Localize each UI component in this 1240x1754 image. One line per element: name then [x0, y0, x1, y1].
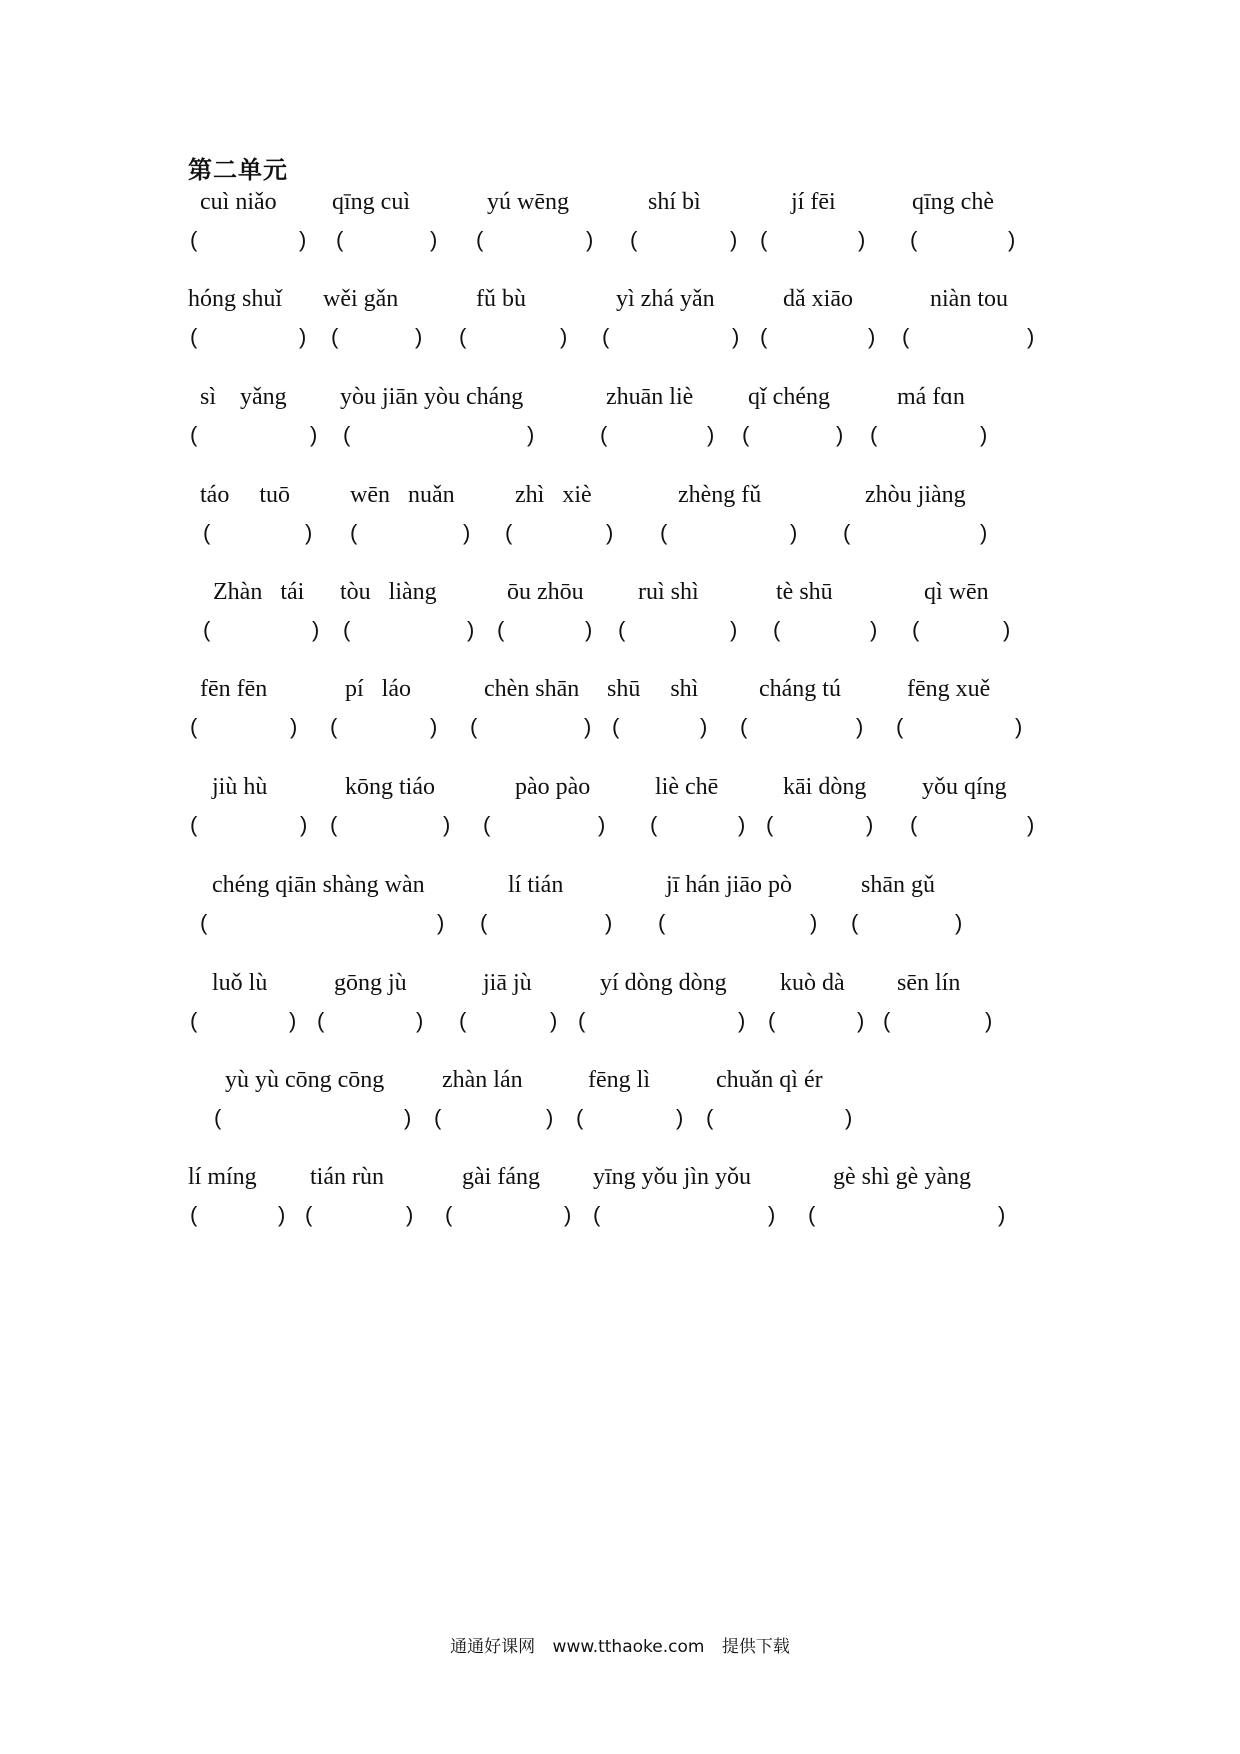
answer-bracket-close: ): [586, 227, 594, 252]
answer-bracket-close: ): [845, 1105, 853, 1130]
answer-bracket-close: ): [598, 812, 606, 837]
pinyin-prompt: Zhàn tái: [213, 579, 305, 605]
answer-bracket-open: (: [912, 617, 920, 642]
answer-bracket-close: ): [416, 1008, 424, 1033]
pinyin-prompt: ōu zhōu: [507, 579, 584, 605]
answer-bracket-open: (: [658, 910, 666, 935]
pinyin-prompt: zhòu jiàng: [865, 482, 966, 508]
footer: [0, 1632, 1240, 1657]
answer-bracket-open: (: [843, 520, 851, 545]
answer-bracket-close: ): [707, 422, 715, 447]
answer-bracket-open: (: [600, 422, 608, 447]
pinyin-prompt: liè chē: [655, 774, 719, 800]
pinyin-prompt: shū shì: [607, 676, 699, 702]
pinyin-prompt: cháng tú: [759, 676, 841, 702]
pinyin-prompt: chuǎn qì ér: [716, 1067, 823, 1093]
pinyin-prompt: chèn shān: [484, 676, 580, 702]
answer-bracket-open: (: [445, 1202, 453, 1227]
answer-bracket-open: (: [470, 714, 478, 739]
answer-bracket-open: (: [330, 812, 338, 837]
answer-bracket-close: ): [980, 422, 988, 447]
pinyin-prompt: yǒu qíng: [922, 774, 1007, 800]
answer-bracket-open: (: [630, 227, 638, 252]
pinyin-prompt: pào pào: [515, 774, 591, 800]
pinyin-prompt: gài fáng: [462, 1164, 540, 1190]
footer-site-name: 通通好课网: [450, 1637, 536, 1657]
exercise-row: [0, 968, 1240, 1048]
pinyin-prompt: shān gǔ: [861, 872, 935, 898]
answer-bracket-close: ): [278, 1202, 286, 1227]
pinyin-prompt: fǔ bù: [476, 286, 526, 312]
answer-bracket-close: ): [606, 520, 614, 545]
pinyin-prompt: qīng cuì: [332, 189, 410, 215]
pinyin-prompt: jiù hù: [212, 774, 268, 800]
answer-bracket-open: (: [190, 812, 198, 837]
answer-bracket-open: (: [773, 617, 781, 642]
pinyin-prompt: qīng chè: [912, 189, 994, 215]
answer-bracket-open: (: [190, 324, 198, 349]
exercise-row: [0, 772, 1240, 852]
answer-bracket-open: (: [618, 617, 626, 642]
pinyin-prompt: ruì shì: [638, 579, 699, 605]
answer-bracket-open: (: [706, 1105, 714, 1130]
answer-bracket-open: (: [214, 1105, 222, 1130]
pinyin-prompt: tòu liàng: [340, 579, 437, 605]
answer-bracket-close: ): [738, 812, 746, 837]
answer-bracket-close: ): [290, 714, 298, 739]
answer-bracket-close: ): [299, 324, 307, 349]
pinyin-prompt: jí fēi: [791, 189, 836, 215]
pinyin-prompt: yú wēng: [487, 189, 569, 215]
pinyin-prompt: gōng jù: [334, 970, 407, 996]
answer-bracket-close: ): [289, 1008, 297, 1033]
answer-bracket-close: ): [546, 1105, 554, 1130]
answer-bracket-close: ): [1027, 812, 1035, 837]
answer-bracket-close: ): [550, 1008, 558, 1033]
answer-bracket-close: ): [1027, 324, 1035, 349]
answer-bracket-open: (: [203, 617, 211, 642]
answer-bracket-close: ): [730, 617, 738, 642]
answer-bracket-open: (: [190, 227, 198, 252]
answer-bracket-open: (: [851, 910, 859, 935]
answer-bracket-open: (: [336, 227, 344, 252]
answer-bracket-close: ): [310, 422, 318, 447]
answer-bracket-open: (: [190, 1202, 198, 1227]
answer-bracket-close: ): [998, 1202, 1006, 1227]
pinyin-prompt: tè shū: [776, 579, 833, 605]
answer-bracket-close: ): [312, 617, 320, 642]
answer-bracket-open: (: [331, 324, 339, 349]
answer-bracket-close: ): [856, 714, 864, 739]
pinyin-prompt: zhì xiè: [515, 482, 592, 508]
answer-bracket-close: ): [585, 617, 593, 642]
answer-bracket-open: (: [660, 520, 668, 545]
answer-bracket-open: (: [330, 714, 338, 739]
answer-bracket-open: (: [612, 714, 620, 739]
answer-bracket-open: (: [760, 324, 768, 349]
footer-suffix: 提供下载: [721, 1637, 790, 1657]
pinyin-prompt: jī hán jiāo pò: [666, 872, 792, 898]
answer-bracket-open: (: [350, 520, 358, 545]
answer-bracket-close: ): [560, 324, 568, 349]
pinyin-prompt: wěi gǎn: [323, 286, 399, 312]
answer-bracket-close: ): [430, 227, 438, 252]
answer-bracket-close: ): [443, 812, 451, 837]
answer-bracket-open: (: [483, 812, 491, 837]
answer-bracket-open: (: [740, 714, 748, 739]
answer-bracket-open: (: [476, 227, 484, 252]
answer-bracket-open: (: [910, 812, 918, 837]
answer-bracket-close: ): [1015, 714, 1023, 739]
pinyin-prompt: lí tián: [508, 872, 564, 898]
answer-bracket-close: ): [605, 910, 613, 935]
pinyin-prompt: luǒ lù: [212, 970, 268, 996]
pinyin-prompt: jiā jù: [483, 970, 532, 996]
pinyin-prompt: qì wēn: [924, 579, 989, 605]
answer-bracket-close: ): [404, 1105, 412, 1130]
answer-bracket-close: ): [1003, 617, 1011, 642]
answer-bracket-close: ): [430, 714, 438, 739]
answer-bracket-close: ): [300, 812, 308, 837]
answer-bracket-open: (: [910, 227, 918, 252]
answer-bracket-open: (: [650, 812, 658, 837]
answer-bracket-open: (: [578, 1008, 586, 1033]
answer-bracket-open: (: [768, 1008, 776, 1033]
pinyin-prompt: fēng xuě: [907, 676, 991, 702]
answer-bracket-close: ): [299, 227, 307, 252]
answer-bracket-close: ): [980, 520, 988, 545]
pinyin-prompt: chéng qiān shàng wàn: [212, 872, 425, 898]
answer-bracket-close: ): [870, 617, 878, 642]
pinyin-prompt: zhèng fǔ: [678, 482, 762, 508]
answer-bracket-close: ): [305, 520, 313, 545]
answer-bracket-open: (: [203, 520, 211, 545]
pinyin-prompt: hóng shuǐ: [188, 286, 283, 312]
answer-bracket-open: (: [200, 910, 208, 935]
answer-bracket-close: ): [415, 324, 423, 349]
unit-heading: 第二单元: [188, 156, 288, 184]
exercise-row: [0, 577, 1240, 657]
pinyin-prompt: yòu jiān yòu cháng: [340, 384, 524, 410]
pinyin-prompt: fēng lì: [588, 1067, 650, 1093]
exercise-row: [0, 382, 1240, 462]
pinyin-prompt: kōng tiáo: [345, 774, 435, 800]
answer-bracket-close: ): [810, 910, 818, 935]
answer-bracket-close: ): [858, 227, 866, 252]
pinyin-prompt: yù yù cōng cōng: [225, 1067, 385, 1093]
answer-bracket-close: ): [955, 910, 963, 935]
answer-bracket-open: (: [576, 1105, 584, 1130]
answer-bracket-open: (: [896, 714, 904, 739]
answer-bracket-open: (: [760, 227, 768, 252]
pinyin-prompt: shí bì: [648, 189, 701, 215]
answer-bracket-open: (: [459, 324, 467, 349]
answer-bracket-open: (: [870, 422, 878, 447]
exercise-row: [0, 1065, 1240, 1145]
answer-bracket-open: (: [317, 1008, 325, 1033]
answer-bracket-open: (: [883, 1008, 891, 1033]
answer-bracket-close: ): [985, 1008, 993, 1033]
exercise-row: [0, 187, 1240, 267]
answer-bracket-close: ): [836, 422, 844, 447]
pinyin-prompt: dǎ xiāo: [783, 286, 853, 312]
answer-bracket-open: (: [190, 422, 198, 447]
exercise-row: [0, 870, 1240, 950]
answer-bracket-close: ): [437, 910, 445, 935]
pinyin-prompt: yì zhá yǎn: [616, 286, 715, 312]
answer-bracket-close: ): [676, 1105, 684, 1130]
answer-bracket-close: ): [584, 714, 592, 739]
answer-bracket-open: (: [343, 422, 351, 447]
pinyin-prompt: wēn nuǎn: [350, 482, 455, 508]
answer-bracket-close: ): [790, 520, 798, 545]
answer-bracket-close: ): [730, 227, 738, 252]
pinyin-prompt: gè shì gè yàng: [833, 1164, 971, 1190]
pinyin-prompt: cuì niǎo: [200, 189, 277, 215]
pinyin-prompt: sēn lín: [897, 970, 961, 996]
pinyin-prompt: kuò dà: [780, 970, 845, 996]
answer-bracket-open: (: [190, 714, 198, 739]
answer-bracket-open: (: [742, 422, 750, 447]
answer-bracket-close: ): [467, 617, 475, 642]
answer-bracket-close: ): [1008, 227, 1016, 252]
answer-bracket-close: ): [768, 1202, 776, 1227]
answer-bracket-open: (: [480, 910, 488, 935]
pinyin-prompt: yí dòng dòng: [600, 970, 727, 996]
answer-bracket-close: ): [868, 324, 876, 349]
answer-bracket-open: (: [593, 1202, 601, 1227]
answer-bracket-open: (: [766, 812, 774, 837]
pinyin-prompt: pí láo: [345, 676, 411, 702]
footer-url[interactable]: www.tthaoke.com: [552, 1637, 705, 1657]
answer-bracket-close: ): [463, 520, 471, 545]
answer-bracket-open: (: [808, 1202, 816, 1227]
exercise-row: [0, 480, 1240, 560]
pinyin-prompt: qǐ chéng: [748, 384, 830, 410]
answer-bracket-close: ): [700, 714, 708, 739]
answer-bracket-close: ): [527, 422, 535, 447]
pinyin-prompt: sì yǎng: [200, 384, 287, 410]
answer-bracket-open: (: [497, 617, 505, 642]
answer-bracket-open: (: [459, 1008, 467, 1033]
answer-bracket-close: ): [738, 1008, 746, 1033]
answer-bracket-open: (: [343, 617, 351, 642]
answer-bracket-close: ): [857, 1008, 865, 1033]
pinyin-prompt: fēn fēn: [200, 676, 268, 702]
answer-bracket-open: (: [190, 1008, 198, 1033]
exercise-row: [0, 284, 1240, 364]
pinyin-prompt: yīng yǒu jìn yǒu: [593, 1164, 752, 1190]
answer-bracket-close: ): [732, 324, 740, 349]
exercise-row: [0, 1162, 1240, 1242]
pinyin-prompt: zhuān liè: [606, 384, 694, 410]
answer-bracket-close: ): [564, 1202, 572, 1227]
pinyin-prompt: kāi dòng: [783, 774, 867, 800]
pinyin-prompt: zhàn lán: [442, 1067, 523, 1093]
answer-bracket-open: (: [434, 1105, 442, 1130]
exercise-row: [0, 674, 1240, 754]
pinyin-prompt: tián rùn: [310, 1164, 384, 1190]
pinyin-prompt: má fɑn: [897, 384, 965, 410]
answer-bracket-close: ): [406, 1202, 414, 1227]
answer-bracket-open: (: [505, 520, 513, 545]
answer-bracket-close: ): [866, 812, 874, 837]
answer-bracket-open: (: [602, 324, 610, 349]
pinyin-prompt: niàn tou: [930, 286, 1008, 312]
pinyin-prompt: táo tuō: [200, 482, 290, 508]
answer-bracket-open: (: [305, 1202, 313, 1227]
pinyin-prompt: lí míng: [188, 1164, 257, 1190]
answer-bracket-open: (: [902, 324, 910, 349]
